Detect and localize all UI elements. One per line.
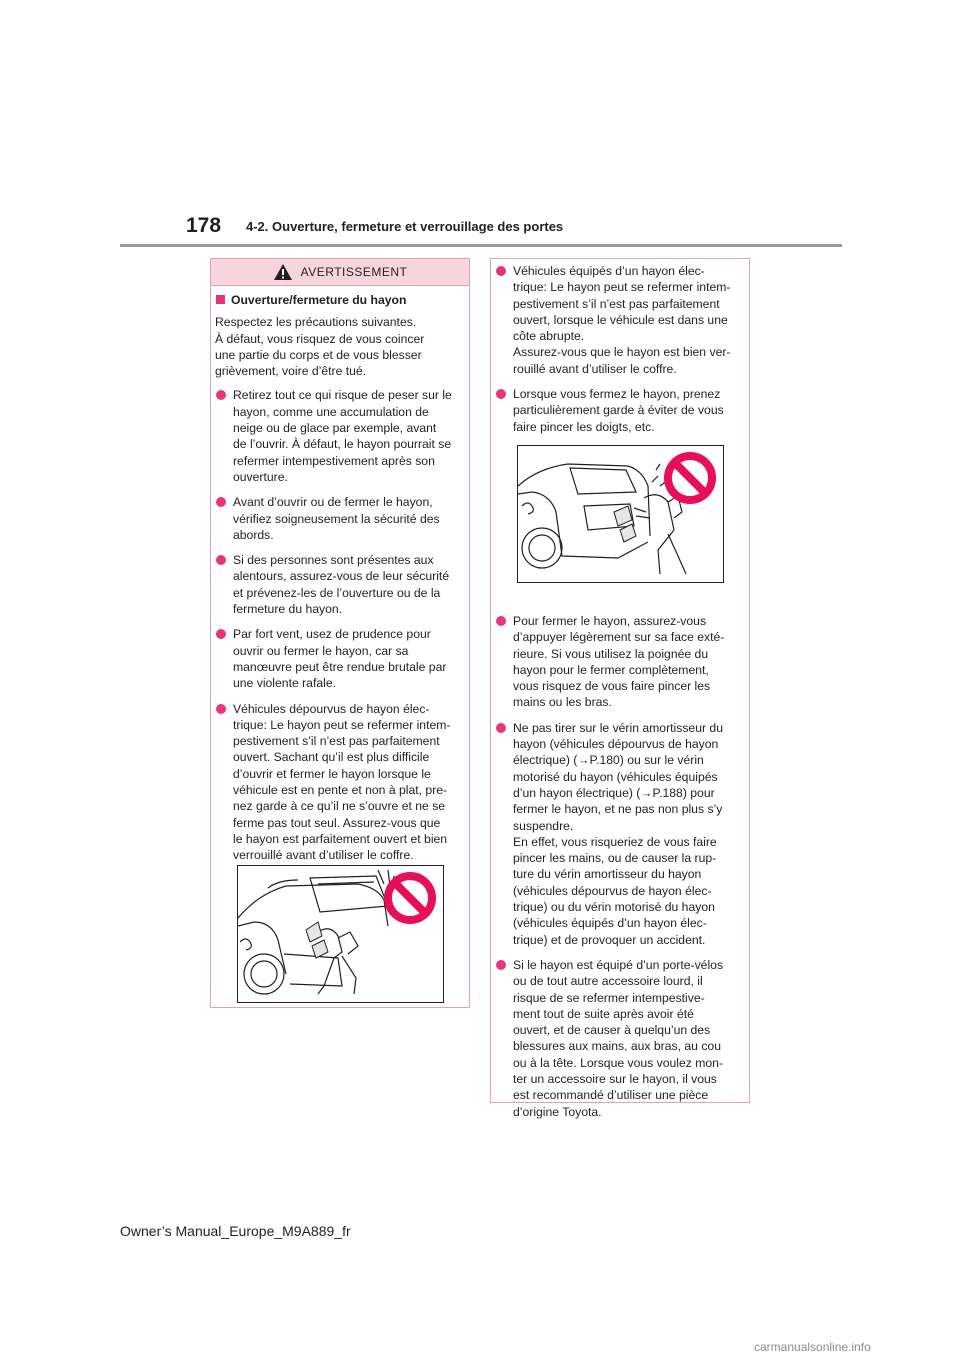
bullet-text: Par fort vent, usez de prudence pour ouvrir ou fermer le hayon, car sa manœuvre peut être rendue brutale par une violente rafale.: [233, 627, 447, 691]
bullet-dot-icon: [496, 266, 506, 276]
warning-box-right: [490, 258, 750, 1119]
bullet-text: Lorsque vous fermez le hayon, prenez particulièrement garde à éviter de vous faire pincer les doigts, etc.: [513, 387, 724, 434]
bullet-dot-icon: [496, 723, 506, 733]
bullet-dot-icon: [216, 555, 226, 565]
warning-box-left: [210, 258, 470, 1008]
bullet-dot-icon: [216, 390, 226, 400]
sub-heading-text: Ouverture/fermeture du hayon: [231, 293, 407, 307]
prohibition-icon: [388, 876, 432, 920]
warning-triangle-icon: [273, 263, 293, 281]
square-bullet-icon: [216, 295, 225, 304]
header-rule: [120, 244, 842, 247]
bullet-dot-icon: [496, 616, 506, 626]
sub-heading: [215, 292, 463, 308]
warning-title: AVERTISSEMENT: [300, 265, 408, 279]
footer-watermark: carmanualsonline.info: [754, 1340, 871, 1354]
bullet-item: [215, 701, 463, 864]
intro-text: Respectez les précautions suivantes. À défaut, vous risquez de vous coincer une partie du corps et de vous blesser grièvement, voire d’être tué.: [215, 315, 425, 379]
prohibition-icon: [668, 456, 712, 500]
bullet-item: [215, 626, 463, 691]
bullet-item: [495, 613, 743, 711]
illustration-tailgate-pinch: [517, 445, 724, 583]
bullet-text: Retirez tout ce qui risque de peser sur le hayon, comme une accumulation de neige ou de glace par exemple, avant de l’ouvrir. À défaut, le hayon pourrait se refermer intempestivement après son ouverture.: [233, 388, 452, 484]
bullet-text: Avant d’ouvrir ou de fermer le hayon, vérifiez soigneusement la sécurité des abords.: [233, 495, 440, 542]
section-title: 4-2. Ouverture, fermeture et verrouillage des portes: [246, 219, 564, 234]
warning-header: [211, 259, 469, 286]
bullet-text: Ne pas tirer sur le vérin amortisseur du hayon (véhicules dépourvus de hayon électrique) (→P.180) ou sur le vérin motorisé du hayon (véhicules équipés d’un hayon électrique) (→P.188) pour fermer le hayon, et ne pas non plus s’y suspendre. En effet, vous risqueriez de vous faire pincer les mains, ou de causer la rup- ture du vérin amortisseur du hayon (véhicules dépourvus de hayon élec- trique) ou du vérin motorisé du hayon (véhicules équipés d’un hayon élec- trique) et de provoquer un accident.: [513, 720, 723, 947]
bullet-item: [495, 720, 743, 948]
bullet-item: [495, 263, 743, 377]
bullet-item: [215, 552, 463, 617]
car-tailgate-pinch-illustration: [518, 446, 723, 582]
footer-manual-name: Owner’s Manual_Europe_M9A889_fr: [120, 1223, 351, 1239]
bullet-dot-icon: [496, 389, 506, 399]
bullet-text: Véhicules équipés d’un hayon élec- trique: Le hayon peut se refermer intem- pestivement s’il n’est pas parfaitement ouvert, lorsque le véhicule est dans une côte abrupte. Assurez-vous que le hayon est bien ver- rouillé avant d’utiliser le coffre.: [513, 264, 731, 376]
bullet-dot-icon: [216, 704, 226, 714]
bullet-dot-icon: [216, 497, 226, 507]
illustration-tailgate-wind: [237, 865, 444, 1003]
bullet-item: [495, 386, 743, 435]
bullet-item: [215, 494, 463, 543]
bullet-text: Si le hayon est équipé d’un porte-vélos ou de tout autre accessoire lourd, il risque de se refermer intempestive- ment tout de suite après avoir été ouvert, et de causer à quelqu’un des blessures aux mains, aux bras, au cou ou à la tête. Lorsque vous voulez mon- ter un accessoire sur le hayon, il vous est recommandé d’utiliser une pièce d’origine Toyota.: [513, 957, 724, 1119]
bullet-dot-icon: [216, 629, 226, 639]
car-tailgate-illustration: [238, 866, 443, 1002]
page-number: 178: [186, 214, 222, 237]
bullet-text: Véhicules dépourvus de hayon élec- trique: Le hayon peut se refermer intem- pestivement s’il n’est pas parfaitement ouvert. Sachant qu’il est plus difficile d’ouvrir et fermer le hayon lorsque le véhicule est en pente et non à plat, pre- nez garde à ce qu’il ne s’ouvre et ne se ferme pas tout seul. Assurez-vous que le hayon est parfaitement ouvert et bien verrouillé avant d’utiliser le coffre.: [233, 701, 451, 863]
bullet-text: Si des personnes sont présentes aux alentours, assurez-vous de leur sécurité et prévenez-les de l’ouverture ou de la fermeture du hayon.: [233, 553, 450, 617]
bullet-item: [495, 957, 743, 1120]
bullet-text: Pour fermer le hayon, assurez-vous d’appuyer légèrement sur sa face exté- rieure. Si vous utilisez la poignée du hayon pour le fermer complètement, vous risquez de vous faire pincer les mains ou les bras.: [513, 613, 725, 710]
bullet-dot-icon: [496, 960, 506, 970]
bullet-item: [215, 387, 463, 485]
